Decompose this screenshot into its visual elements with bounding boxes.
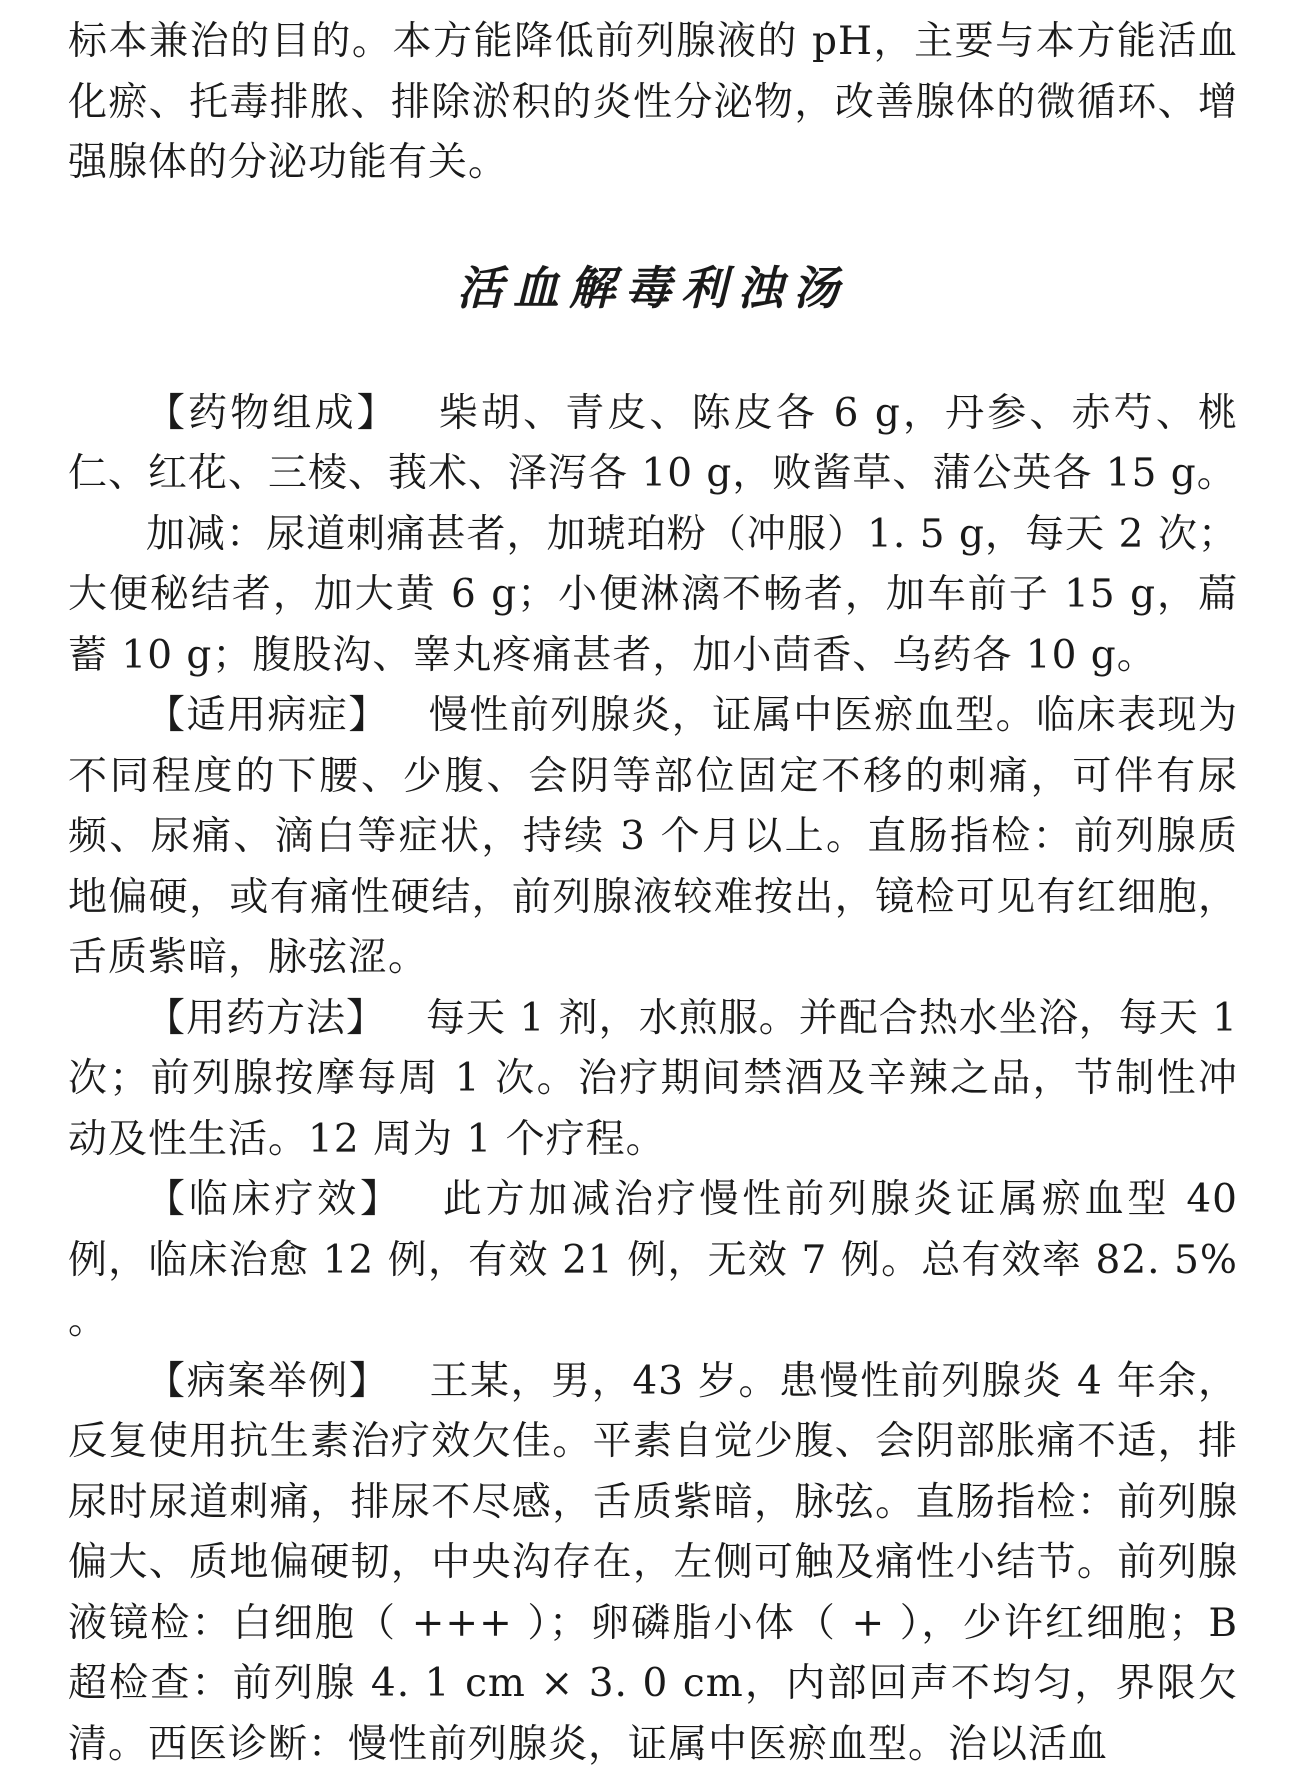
indication-paragraph — [68, 686, 1238, 989]
case-text: 王某，男，43 岁。患慢性前列腺炎 4 年余，反复使用抗生素治疗效欠佳。平素自觉少腹、会阴部胀痛不适，排尿时尿道刺痛，排尿不尽感，舌质紫暗，脉弦。直肠指检：前列腺偏大、质地偏硬韧，中央沟存在，左侧可触及痛性小结节。前列腺液镜检：白细胞（ +++ ）；卵磷脂小体（ + ），少许红细胞；B 超检查：前列腺 4. 1 cm × 3. 0 cm，内部回声不均匀，界限欠清。西医诊断：慢性前列腺炎，证属中医瘀血型。治以活血 — [68, 1359, 1238, 1767]
composition-label: 【药物组成】 — [146, 391, 399, 436]
intro-text: 标本兼治的目的。本方能降低前列腺液的 pH，主要与本方能活血化瘀、托毒排脓、排除淤积的炎性分泌物，改善腺体的微循环、增强腺体的分泌功能有关。 — [68, 19, 1238, 185]
case-paragraph — [68, 1352, 1238, 1775]
efficacy-paragraph — [68, 1170, 1238, 1352]
efficacy-label: 【临床疗效】 — [146, 1177, 403, 1222]
page-content — [68, 12, 1238, 1775]
composition-paragraph — [68, 384, 1238, 505]
usage-paragraph — [68, 989, 1238, 1171]
case-label: 【病案举例】 — [146, 1359, 389, 1404]
modification-text: 加减：尿道刺痛甚者，加琥珀粉（冲服）1. 5 g，每天 2 次；大便秘结者，加大黄 6 g；小便淋漓不畅者，加车前子 15 g，萹蓄 10 g；腹股沟、睾丸疼痛甚者，加小茴香、乌药各 10 g。 — [68, 512, 1238, 678]
indication-label: 【适用病症】 — [146, 693, 389, 738]
modification-paragraph — [68, 505, 1238, 687]
indication-text: 慢性前列腺炎，证属中医瘀血型。临床表现为不同程度的下腰、少腹、会阴等部位固定不移的刺痛，可伴有尿频、尿痛、滴白等症状，持续 3 个月以上。直肠指检：前列腺质地偏硬，或有痛性硬结，前列腺液较难按出，镜检可见有红细胞，舌质紫暗，脉弦涩。 — [68, 693, 1238, 980]
composition-text: 柴胡、青皮、陈皮各 6 g，丹参、赤芍、桃仁、红花、三棱、莪术、泽泻各 10 g，败酱草、蒲公英各 15 g。 — [68, 391, 1238, 497]
prescription-title: 活血解毒利浊汤 — [68, 258, 1238, 318]
usage-label: 【用药方法】 — [146, 996, 386, 1041]
efficacy-text: 此方加减治疗慢性前列腺炎证属瘀血型 40 例，临床治愈 12 例，有效 21 例，无效 7 例。总有效率 82. 5% 。 — [68, 1177, 1238, 1343]
intro-paragraph — [68, 12, 1238, 194]
usage-text: 每天 1 剂，水煎服。并配合热水坐浴，每天 1 次；前列腺按摩每周 1 次。治疗期间禁酒及辛辣之品，节制性冲动及性生活。12 周为 1 个疗程。 — [68, 996, 1238, 1162]
